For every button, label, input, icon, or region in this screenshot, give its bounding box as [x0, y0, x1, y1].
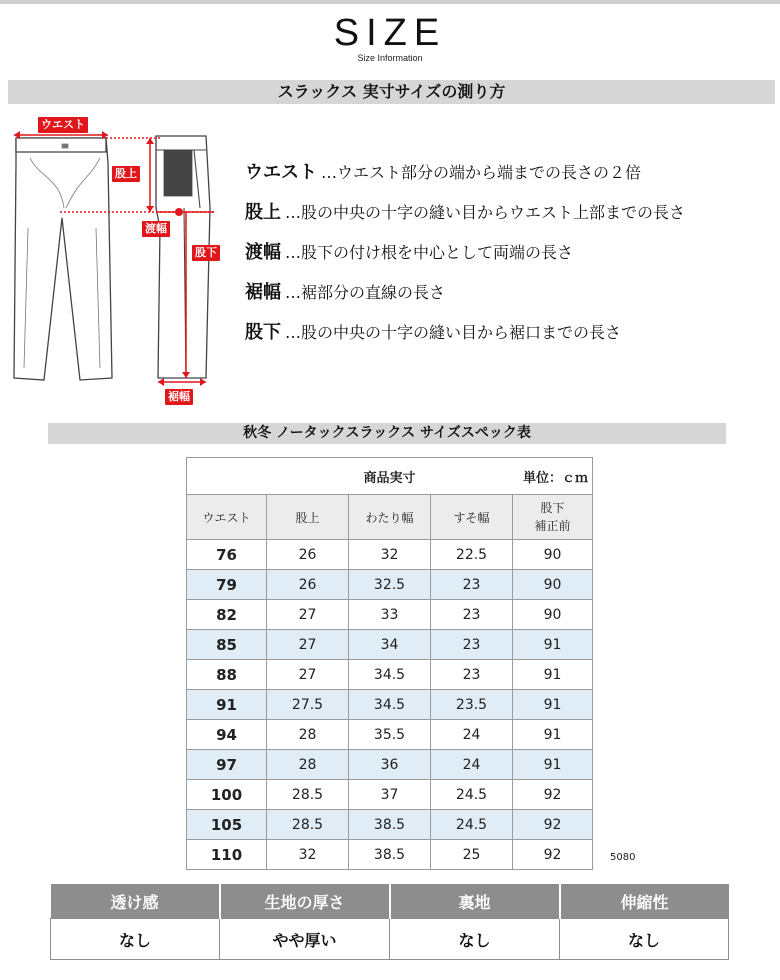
table-cell: 90: [513, 540, 593, 570]
table-cell: 27.5: [267, 690, 349, 720]
definition-term: 股上: [245, 202, 281, 223]
property-value: やや厚い: [220, 919, 390, 960]
table-row: [187, 750, 593, 780]
thigh-label: 渡幅: [142, 221, 170, 237]
table-cell: 28: [267, 750, 349, 780]
table-cell: 32: [349, 540, 431, 570]
table-cell: 24.5: [431, 810, 513, 840]
fabric-properties-table: [50, 884, 729, 960]
measure-section-title: スラックス 実寸サイズの測り方: [8, 80, 775, 104]
table-cell: 33: [349, 600, 431, 630]
column-header-line: 補正前: [534, 519, 571, 533]
inseam-label: 股下: [192, 245, 220, 261]
table-cell: 91: [513, 750, 593, 780]
table-header-row: [187, 495, 593, 540]
table-cell: 92: [513, 780, 593, 810]
table-cell: 34.5: [349, 690, 431, 720]
table-cell: 23: [431, 630, 513, 660]
table-cell: 25: [431, 840, 513, 870]
product-code: 5080: [610, 852, 636, 863]
table-row: [187, 600, 593, 630]
definition-term: ウエスト: [245, 162, 317, 183]
table-cell: 36: [349, 750, 431, 780]
definition-thigh: [245, 238, 780, 278]
definition-desc: …ウエスト部分の端から端までの長さの２倍: [321, 163, 642, 182]
property-header: 伸縮性: [560, 884, 729, 919]
column-header: すそ幅: [431, 495, 513, 540]
table-cell: 27: [267, 630, 349, 660]
table-cell: 37: [349, 780, 431, 810]
definition-term: 股下: [245, 322, 281, 343]
table-row: [187, 690, 593, 720]
definition-inseam: [245, 318, 780, 358]
waist-size-cell: 105: [187, 810, 267, 840]
waist-size-cell: 76: [187, 540, 267, 570]
table-cell: 91: [513, 720, 593, 750]
rise-label: 股上: [112, 166, 140, 182]
table-cell: 38.5: [349, 810, 431, 840]
table-cell: 32.5: [349, 570, 431, 600]
table-cell: 90: [513, 570, 593, 600]
pants-diagram: [0, 108, 240, 408]
column-header: ウエスト: [187, 495, 267, 540]
table-cell: 34.5: [349, 660, 431, 690]
property-header: 生地の厚さ: [220, 884, 390, 919]
table-cell: 23: [431, 660, 513, 690]
waist-size-cell: 79: [187, 570, 267, 600]
property-value: なし: [51, 919, 220, 960]
size-spec-table: [186, 457, 593, 870]
property-value: なし: [390, 919, 560, 960]
definition-desc: …裾部分の直線の長さ: [285, 283, 446, 302]
table-row: [187, 720, 593, 750]
table-cell: 23: [431, 600, 513, 630]
table-body: [187, 540, 593, 870]
hem-label: 裾幅: [165, 389, 193, 405]
table-cell: 23.5: [431, 690, 513, 720]
table-cell: 26: [267, 540, 349, 570]
column-header: [513, 495, 593, 540]
table-row: [187, 630, 593, 660]
waist-size-cell: 82: [187, 600, 267, 630]
column-header-line: 股下: [540, 501, 565, 515]
table-cell: 24: [431, 750, 513, 780]
waist-size-cell: 97: [187, 750, 267, 780]
column-header: わたり幅: [349, 495, 431, 540]
table-cell: 22.5: [431, 540, 513, 570]
waist-size-cell: 88: [187, 660, 267, 690]
table-cell: 26: [267, 570, 349, 600]
table-cell: 91: [513, 660, 593, 690]
definition-hem: [245, 278, 780, 318]
table-cell: 28.5: [267, 780, 349, 810]
table-cell: 92: [513, 840, 593, 870]
table-cell: 24: [431, 720, 513, 750]
column-header: 股上: [267, 495, 349, 540]
unit-label: 単位：ｃｍ: [522, 471, 588, 486]
property-header: 透け感: [51, 884, 220, 919]
table-cell: 92: [513, 810, 593, 840]
table-cell: 90: [513, 600, 593, 630]
properties-header-row: [51, 884, 729, 919]
table-title: 商品実寸: [363, 470, 416, 486]
table-cell: 91: [513, 630, 593, 660]
table-title-row: [187, 458, 593, 495]
waist-size-cell: 100: [187, 780, 267, 810]
property-header: 裏地: [390, 884, 560, 919]
definition-waist: [245, 158, 780, 198]
table-cell: 23: [431, 570, 513, 600]
table-row: [187, 540, 593, 570]
table-cell: 35.5: [349, 720, 431, 750]
properties-value-row: [51, 919, 729, 960]
table-cell: 28: [267, 720, 349, 750]
definition-desc: …股下の付け根を中心として両端の長さ: [285, 243, 574, 262]
property-value: なし: [560, 919, 729, 960]
table-cell: 32: [267, 840, 349, 870]
table-row: [187, 570, 593, 600]
top-border: [0, 0, 780, 4]
table-cell: 24.5: [431, 780, 513, 810]
definition-term: 渡幅: [245, 242, 281, 263]
table-cell: 38.5: [349, 840, 431, 870]
table-cell: 34: [349, 630, 431, 660]
waist-size-cell: 85: [187, 630, 267, 660]
waist-size-cell: 110: [187, 840, 267, 870]
table-cell: 91: [513, 690, 593, 720]
waist-size-cell: 91: [187, 690, 267, 720]
table-cell: 28.5: [267, 810, 349, 840]
table-cell: 27: [267, 660, 349, 690]
definition-rise: [245, 198, 780, 238]
table-cell: 27: [267, 600, 349, 630]
page-subtitle: Size Information: [357, 53, 423, 63]
table-row: [187, 840, 593, 870]
definition-term: 裾幅: [245, 282, 281, 303]
definition-desc: …股の中央の十字の縫い目から裾口までの長さ: [285, 323, 622, 342]
table-row: [187, 810, 593, 840]
spec-section-title: 秋冬 ノータックスラックス サイズスペック表: [48, 423, 726, 444]
page-title: SIZE: [333, 12, 447, 54]
definition-desc: …股の中央の十字の縫い目からウエスト上部までの長さ: [285, 203, 686, 222]
waist-label: ウエスト: [38, 117, 88, 133]
table-row: [187, 780, 593, 810]
measurement-definitions: [245, 158, 780, 358]
table-row: [187, 660, 593, 690]
waist-size-cell: 94: [187, 720, 267, 750]
